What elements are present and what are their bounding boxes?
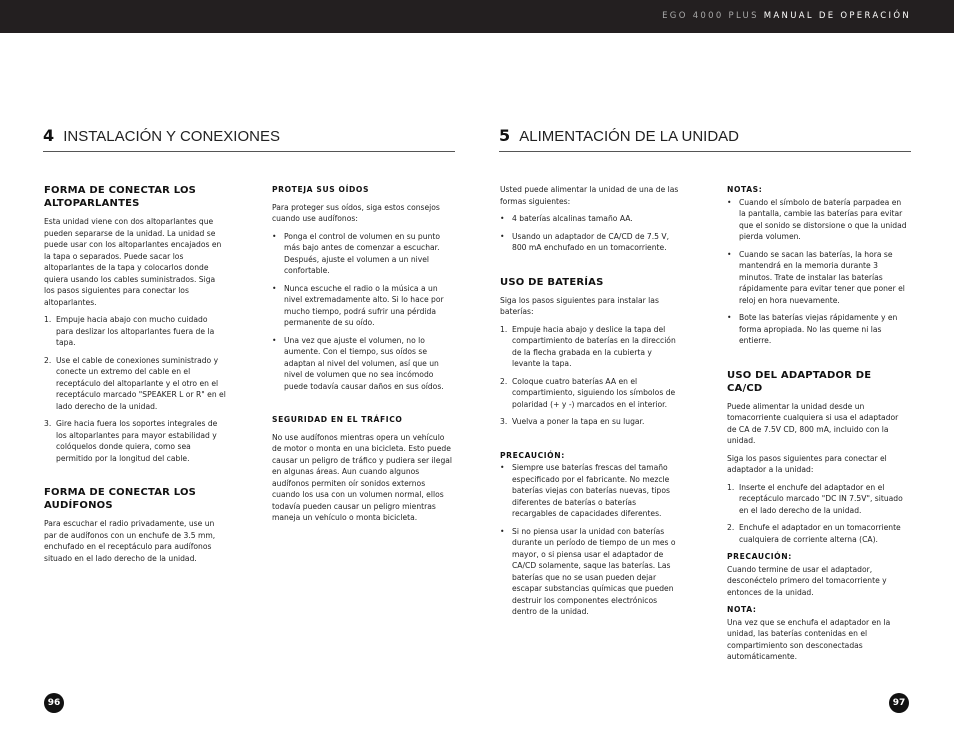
list-item: • Ponga el control de volumen en su punto más bajo antes de comenzar a escuchar. Después, ajuste el volumen a un nivel confortable. <box>272 231 441 275</box>
paragraph: Siga los pasos siguientes para instalar las baterías: <box>500 295 659 316</box>
paragraph: Para escuchar el radio privadamente, use un par de audífonos con un enchufe de 3.5 mm, enchufado en el receptáculo para audífonos situado en el lado derecho de la unidad. <box>44 519 216 563</box>
header-bar <box>0 0 954 33</box>
subheading: FORMA DE CONECTAR LOS ALTOPARLANTES <box>44 185 197 209</box>
paragraph: Puede alimentar la unidad desde un tomacorriente cualquiera si usa el adaptador de CA de 7.5V CD, 800 mA, incluido con la unidad. <box>727 401 899 445</box>
header-title: MANUAL DE OPERACIÓN <box>763 11 911 21</box>
list-item: • Cuando se sacan las baterías, la hora se mantendrá en la memoria durante 3 minutos. Trate de instalar las baterías rápidamente para evitar tener que poner el reloj en hora nuevamente. <box>727 249 905 305</box>
section-heading-4 <box>43 126 280 148</box>
header-brand: EGO 4000 PLUS <box>662 11 759 21</box>
subheading: FORMA DE CONECTAR LOS AUDÍFONOS <box>44 487 197 511</box>
list-item: 1. Inserte el enchufe del adaptador en el receptáculo marcado "DC IN 7.5V", situado en el lado derecho de la unidad. <box>727 482 903 515</box>
caution-label: PRECAUCIÓN: <box>727 552 792 561</box>
list-item: • Bote las baterías viejas rápidamente y en forma apropiada. No las queme ni las entierre. <box>727 313 898 345</box>
running-header <box>662 11 911 21</box>
paragraph: No use audífonos mientras opera un vehículo de motor o monta en una bicicleta. Esto puede causar un peligro de tráfico y pudiera ser ilegal en algunas áreas. Aun cuando algunos audífonos permiten oír sonidos externos cuando los usa con un volumen normal, ellos todavía pueden causar un peligro mientras maneja un vehículo o monta bicicleta. <box>272 432 453 522</box>
page-number: 97 <box>889 693 909 713</box>
paragraph: Una vez que se enchufa el adaptador en la unidad, las baterías contenidas en el compartimiento son desconectadas automáticamente. <box>727 617 891 661</box>
list-item: 3. Gire hacia fuera los soportes integrales de los altoparlantes para mayor estabilidad y colóquelos donde quiera, como sea permitido por la longitud del cable. <box>44 419 218 463</box>
section-heading-5 <box>499 126 739 148</box>
list-item: • 4 baterías alcalinas tamaño AA. <box>500 214 633 223</box>
section-title: INSTALACIÓN Y CONEXIONES <box>63 128 280 145</box>
page-number: 96 <box>44 693 64 713</box>
list-item: 2. Coloque cuatro baterías AA en el compartimiento, siguiendo los símbolos de polaridad (+ y -) marcados en el interior. <box>500 376 676 409</box>
subheading: USO DE BATERÍAS <box>500 276 604 288</box>
subheading: SEGURIDAD EN EL TRÁFICO <box>272 415 403 424</box>
caution-label: PRECAUCIÓN: <box>500 450 565 460</box>
list-item: • Una vez que ajuste el volumen, no lo aumente. Con el tiempo, sus oídos se adaptan al nivel del volumen, así que un nivel de volumen que no sea incómodo puede todavía causar daños en sus oídos. <box>272 335 444 391</box>
list-item: • Usando un adaptador de CA/CD de 7.5 V, 800 mA enchufado en un tomacorriente. <box>500 231 670 252</box>
paragraph: Para proteger sus oídos, siga estos consejos cuando use audífonos: <box>272 202 440 223</box>
section-rule <box>499 151 911 152</box>
list-item: • Si no piensa usar la unidad con baterías durante un período de tiempo de un mes o mayor, o si piensa usar el adaptador de CA/CD solamente, saque las baterías. Las baterías que no se usan pueden dejar escapar substancias químicas que pueden destruir los componentes electrónicos dentro de la unidad. <box>500 526 676 616</box>
subheading: PROTEJA SUS OÍDOS <box>272 185 370 194</box>
list-item: 1. Empuje hacia abajo con mucho cuidado para deslizar los altoparlantes fuera de la tapa. <box>44 315 215 347</box>
paragraph: Cuando termine de usar el adaptador, desconéctelo primero del tomacorriente y entonces de la unidad. <box>727 564 887 597</box>
list-item: 1. Empuje hacia abajo y deslice la tapa del compartimiento de baterías en la dirección de la flecha grabada en la cubierta y levante la tapa. <box>500 324 676 368</box>
list-item: 3. Vuelva a poner la tapa en su lugar. <box>500 417 645 426</box>
section-title: ALIMENTACIÓN DE LA UNIDAD <box>519 128 739 145</box>
note-label: NOTA: <box>727 605 757 614</box>
section-number: 4 <box>43 126 55 145</box>
paragraph: Usted puede alimentar la unidad de una de las formas siguientes: <box>500 185 679 206</box>
list-item: • Siempre use baterías frescas del tamaño especificado por el fabricante. No mezcle baterías viejas con baterías nuevas, tipos diferentes de baterías o baterías recargables de capacidades diferentes. <box>500 463 670 518</box>
section-number: 5 <box>499 126 511 145</box>
notes-label: NOTAS: <box>727 185 763 194</box>
left-column-2 <box>272 184 454 530</box>
right-column-1 <box>500 184 682 624</box>
paragraph: Esta unidad viene con dos altoparlantes que pueden separarse de la unidad. La unidad se puede usar con los altoparlantes encajados en la tapa o separados. Puede sacar los altoparlantes de la tapa y colocarlos donde quiera usando los cables suministrados. Siga los pasos siguientes para conectar los altoparlantes. <box>44 217 222 307</box>
left-column-1 <box>44 184 226 570</box>
right-column-2 <box>727 184 909 669</box>
list-item: 2. Enchufe el adaptador en un tomacorriente cualquiera de corriente alterna (CA). <box>727 523 901 544</box>
list-item: • Cuando el símbolo de batería parpadea en la pantalla, cambie las baterías para evitar que el sonido se distorsione o que la unidad pierda volumen. <box>727 197 907 241</box>
subheading: USO DEL ADAPTADOR DE CA/CD <box>727 369 872 394</box>
paragraph: Siga los pasos siguientes para conectar el adaptador a la unidad: <box>727 453 887 474</box>
list-item: 2. Use el cable de conexiones suministrado y conecte un extremo del cable en el receptáculo del altoparlante y el otro en el receptáculo marcado "SPEAKER L or R" en el lado derecho de la unidad. <box>44 355 226 411</box>
section-rule <box>43 151 455 152</box>
list-item: • Nunca escuche el radio o la música a un nivel extremadamente alto. Si lo hace por mucho tiempo, podrá sufrir una pérdida permanente de su oído. <box>272 283 444 327</box>
